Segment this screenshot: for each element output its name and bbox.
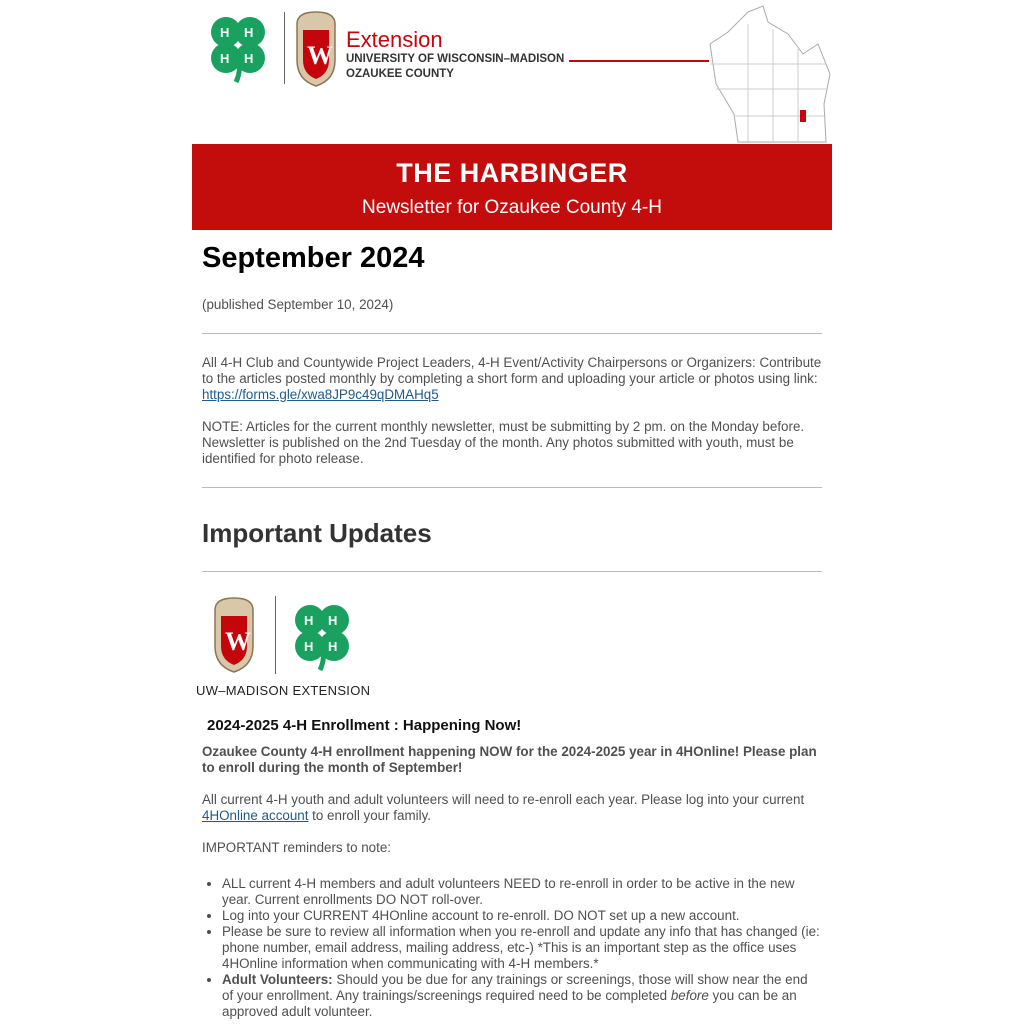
- divider: [284, 12, 285, 84]
- divider: [202, 487, 822, 488]
- text: Adult Volunteers:: [222, 972, 333, 987]
- reminders-list: [202, 876, 822, 1020]
- list-item: • ALL current 4-H members and adult volunteers NEED to re-enroll in order to be active in the new year. Current enrollments DO NOT roll-over.: [222, 876, 822, 908]
- reminders-heading: IMPORTANT reminders to note:: [202, 840, 392, 855]
- issue-title: September 2024: [202, 242, 425, 274]
- intro-paragraph: [202, 355, 822, 403]
- divider: [202, 571, 822, 572]
- banner-subtitle: Newsletter for Ozaukee County 4-H: [362, 197, 662, 218]
- reenroll-paragraph: [202, 792, 822, 824]
- article-title: 2024-2025 4-H Enrollment : Happening Now!: [207, 717, 522, 734]
- newsletter-banner: [192, 144, 832, 230]
- divider: [275, 596, 276, 674]
- text: to enroll your family.: [308, 808, 431, 823]
- uw-crest-logo: [292, 10, 342, 88]
- masthead: [192, 0, 832, 144]
- intro-text: All 4-H Club and Countywide Project Leaders, 4-H Event/Activity Chairpersons or Organizers: Contribute to the articles posted monthly by completing a short form and uploading your article or photos using link:: [202, 355, 822, 386]
- list-item: • Please be sure to review all information when you re-enroll and update any info that has changed (ie: phone number, email address, mailing address, etc-) *This is an important step as the office uses 4HOnline information when communicating with 4-H members.*: [222, 924, 822, 972]
- list-item: [222, 972, 822, 1020]
- text: you can be an approved adult volunteer.: [222, 988, 797, 1019]
- 4h-clover-logo: [202, 10, 276, 88]
- deadline-note: NOTE: Articles for the current monthly newsletter, must be submitting by 2 pm. on the Monday before. Newsletter is published on the 2nd Tuesday of the month. Any photos submitted with youth, must be identified for photo release.: [202, 419, 805, 466]
- uw-crest-logo: [210, 596, 260, 676]
- red-rule: [569, 60, 709, 62]
- list-item: • Log into your CURRENT 4HOnline account to re-enroll. DO NOT set up a new account.: [222, 908, 822, 924]
- submission-form-link[interactable]: https://forms.gle/xwa8JP9c49qDMAHq5: [202, 387, 439, 402]
- article-lead: Ozaukee County 4-H enrollment happening NOW for the 2024-2025 year in 4HOnline! Please plan to enroll during the month of September!: [202, 744, 817, 775]
- newsletter: [192, 0, 832, 1020]
- published-date: (published September 10, 2024): [202, 297, 394, 312]
- text: Should you be due for any trainings or screenings, those will show near the end of your enrollment. Any trainings/screenings required need to be completed: [222, 972, 808, 1003]
- wisconsin-map-icon: [708, 4, 832, 144]
- text: All current 4-H youth and adult volunteers will need to re-enroll each year. Please log into your current: [202, 792, 805, 807]
- extension-label: Extension: [346, 27, 443, 52]
- divider: [202, 333, 822, 334]
- county-label: OZAUKEE COUNTY: [346, 68, 454, 80]
- 4honline-account-link[interactable]: 4HOnline account: [202, 808, 309, 823]
- university-label: UNIVERSITY OF WISCONSIN–MADISON: [346, 53, 565, 65]
- text: before: [670, 988, 709, 1003]
- extension-wordmark: [346, 28, 564, 82]
- section-title: Important Updates: [202, 518, 432, 548]
- logo-caption: UW–MADISON EXTENSION: [196, 683, 371, 698]
- uw-extension-4h-logo: [198, 596, 822, 702]
- 4h-clover-logo: [286, 598, 360, 676]
- banner-title: THE HARBINGER: [396, 158, 628, 188]
